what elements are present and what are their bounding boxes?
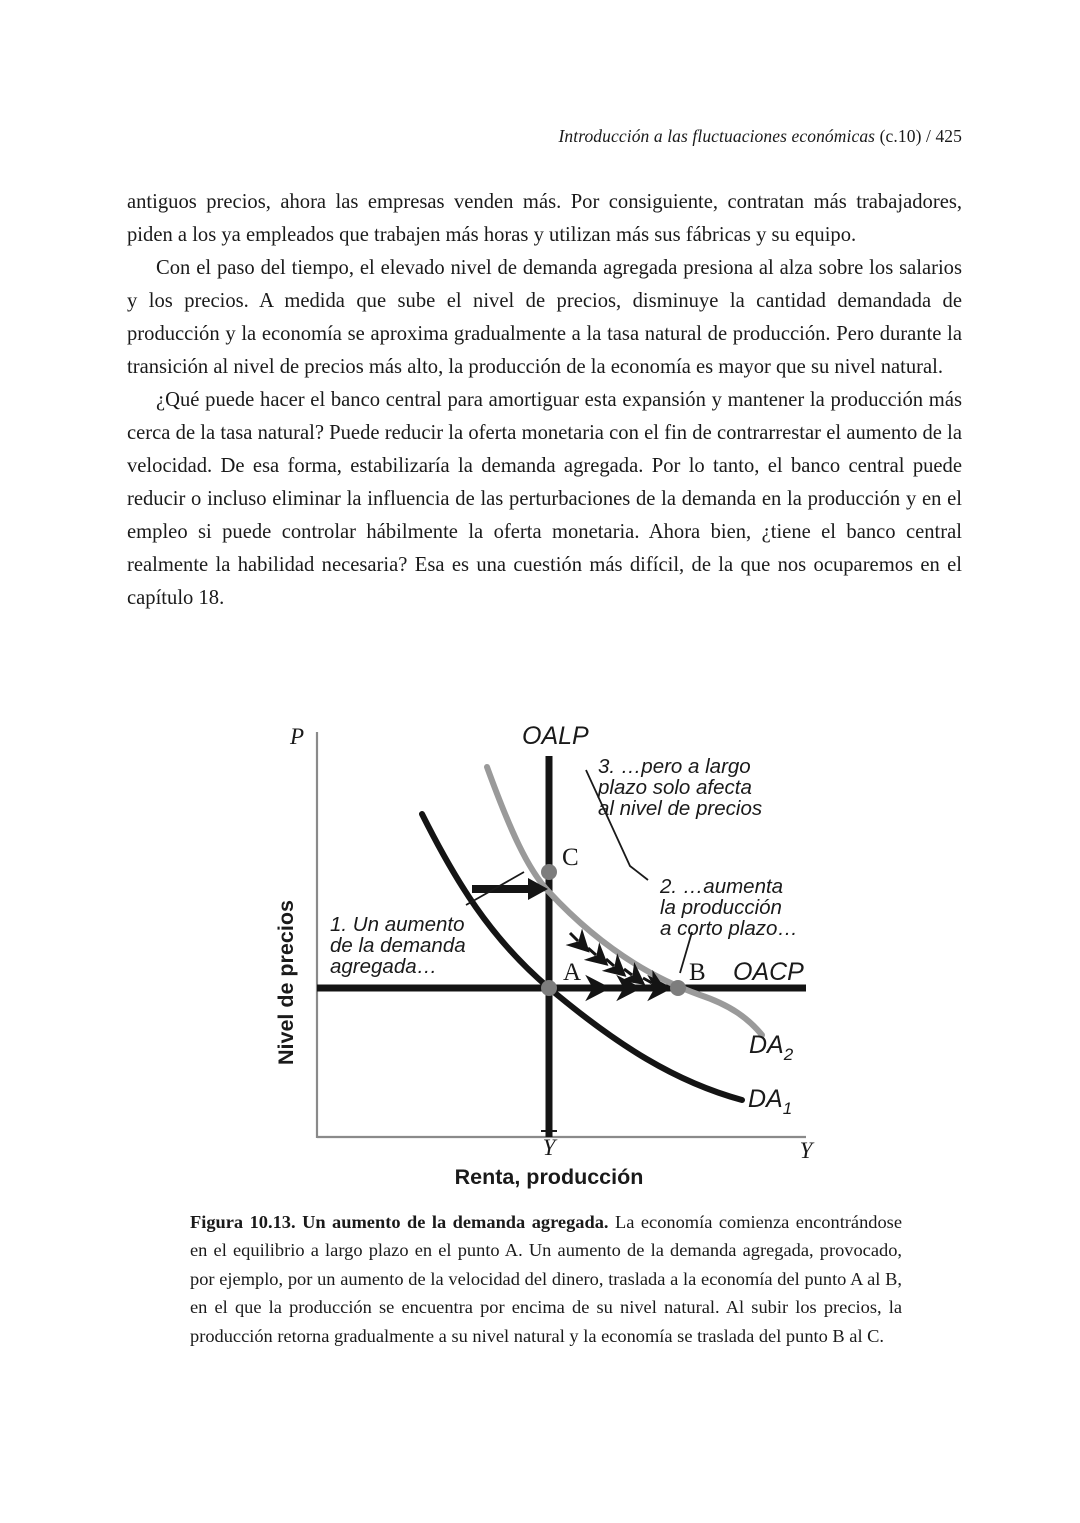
annotation-1-line-2: de la demanda: [330, 934, 466, 957]
annotation-1-line-3: agregada…: [330, 955, 438, 978]
body-text-column: [127, 186, 962, 615]
x-axis-title: Renta, producción: [454, 1165, 644, 1189]
running-head-title: Introducción a las fluctuaciones económicas: [558, 126, 876, 146]
annotation-2-line-1: 2. …aumenta: [660, 875, 784, 898]
annotation-3-line-2: plazo solo afecta: [598, 776, 752, 799]
point-label-c: C: [562, 844, 579, 871]
point-marker-b: [670, 980, 686, 996]
da1-label: $DA_1$: [748, 1085, 793, 1118]
point-marker-c: [541, 864, 557, 880]
annotation-3-line-1: 3. …pero a largo: [598, 755, 751, 778]
transition-arrows-b-to-c: [570, 933, 652, 983]
annotation-2-line-3: a corto plazo…: [660, 917, 798, 940]
x-axis-symbol: Y: [799, 1138, 813, 1163]
figure-caption-text: La economía comienza encontrándose en el equilibrio a largo plazo en el punto A. Un aumento de la demanda agregada, provocado, por ejemplo, por un aumento de la velocidad del dinero, traslada a la economía del punto A al B, en el que la producción se encuentra por encima de su nivel natural. Al subir los precios, la producción retorna gradualmente a su nivel natural y la economía se traslada del punto B al C.: [190, 1212, 902, 1346]
page-number: 425: [935, 126, 962, 146]
annotation-3-line-3: al nivel de precios: [598, 797, 763, 820]
figure-caption: [190, 1208, 902, 1350]
annotation-1-line-1: 1. Un aumento: [330, 913, 465, 936]
aggregate-demand-diagram: [0, 700, 1080, 1220]
oacp-label: OACP: [733, 958, 804, 986]
point-label-b: B: [689, 959, 706, 986]
running-head-separator: /: [925, 126, 931, 146]
da2-label: $DA_2$: [749, 1031, 794, 1064]
figure-10-13: [0, 700, 1080, 1220]
running-head: [0, 126, 962, 147]
figure-caption-lead: Figura 10.13. Un aumento de la demanda agregada.: [190, 1212, 609, 1232]
annotation-3: [597, 755, 762, 820]
annotation-1: [330, 913, 466, 978]
paragraph-2: Con el paso del tiempo, el elevado nivel de demanda agregada presiona al alza sobre los salarios y los precios. A medida que sube el nivel de precios, disminuye la cantidad demandada de producción y la economía se aproxima gradualmente a la tasa natural de producción. Pero durante la transición al nivel de precios más alto, la producción de la economía es mayor que su nivel natural.: [127, 257, 962, 378]
paragraph-1: antiguos precios, ahora las empresas venden más. Por consiguiente, contratan más trabajadores, piden a los ya empleados que trabajen más horas y utilizan más sus fábricas y su equipo.: [127, 191, 962, 246]
y-axis-symbol: P: [289, 724, 305, 749]
point-marker-a: [541, 980, 557, 996]
point-label-a: A: [563, 959, 582, 986]
paragraph-3: ¿Qué puede hacer el banco central para amortiguar esta expansión y mantener la producción más cerca de la tasa natural? Puede reducir la oferta monetaria con el fin de contrarrestar el aumento de la velocidad. De esa forma, estabilizaría la demanda agregada. Por lo tanto, el banco central puede reducir o incluso eliminar la influencia de las perturbaciones de la demanda en la producción y en el empleo si puede controlar hábilmente la oferta monetaria. Ahora bien, ¿tiene el banco central realmente la habilidad necesaria? Esa es una cuestión más difícil, de la que nos ocuparemos en el capítulo 18.: [127, 389, 962, 609]
running-head-chapter: (c.10): [879, 126, 922, 146]
oalp-label: OALP: [522, 722, 589, 750]
y-axis-title: Nivel de precios: [274, 900, 298, 1065]
annotation-2-line-2: la producción: [660, 896, 782, 919]
x-tick-label: Y: [542, 1135, 556, 1160]
annotation-2: [659, 875, 798, 940]
da1-curve: [422, 814, 742, 1100]
